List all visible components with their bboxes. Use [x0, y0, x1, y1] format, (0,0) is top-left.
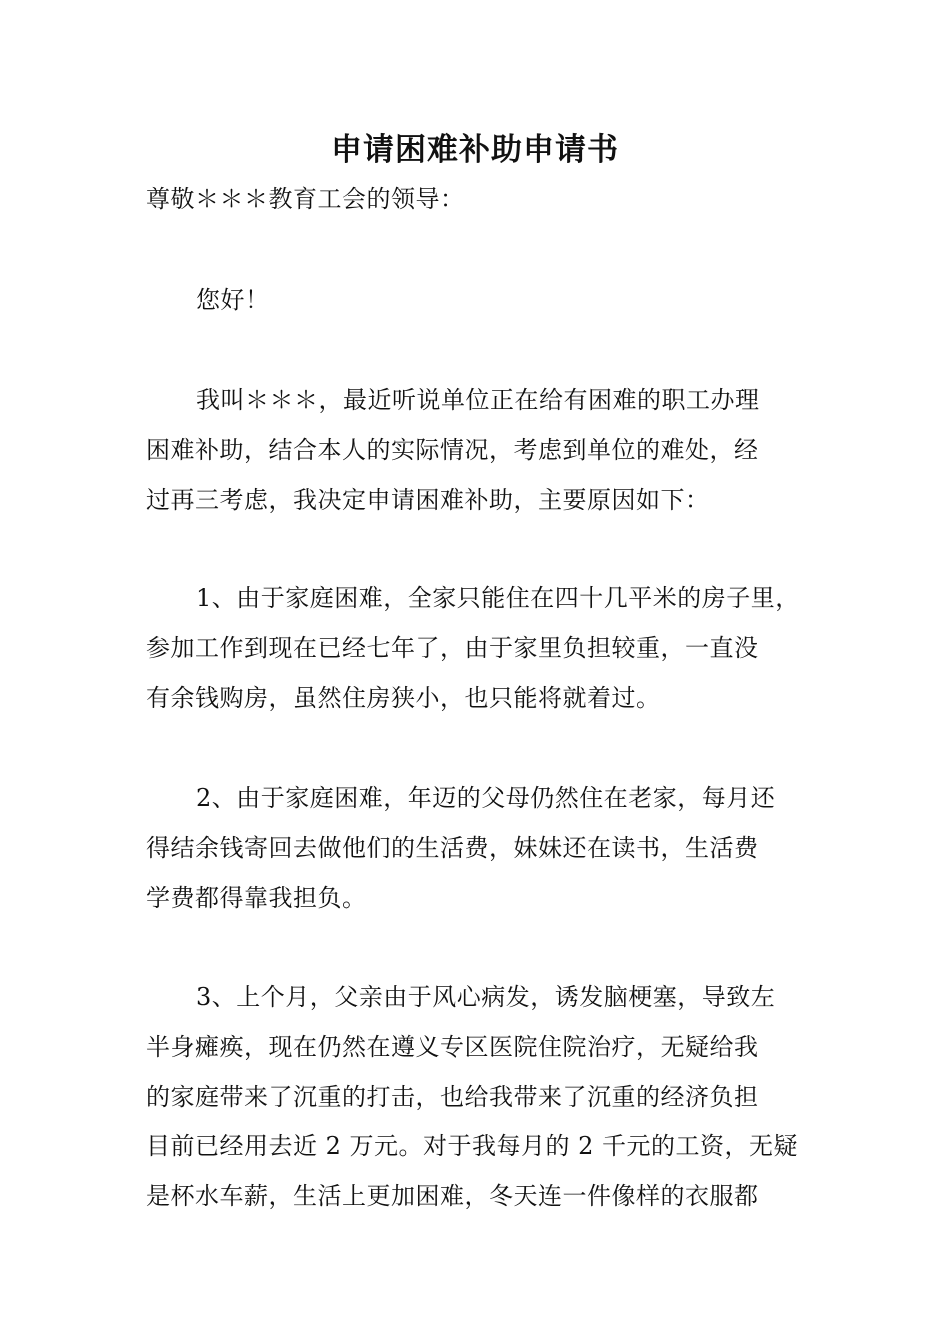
paragraph-2-line-1: 1、由于家庭困难，全家只能住在四十几平米的房子里，	[196, 584, 800, 612]
salutation: 尊敬＊＊＊教育工会的领导：	[146, 185, 465, 213]
paragraph-3-line-3: 学费都得靠我担负。	[146, 884, 367, 912]
paragraph-2-line-2: 参加工作到现在已经七年了，由于家里负担较重，一直没	[146, 634, 759, 662]
greeting: 您好！	[196, 286, 270, 314]
paragraph-3-line-1: 2、由于家庭困难，年迈的父母仍然住在老家，每月还	[196, 784, 776, 812]
document-title: 申请困难补助申请书	[331, 132, 619, 168]
paragraph-1-line-2: 困难补助，结合本人的实际情况，考虑到单位的难处，经	[146, 436, 759, 464]
paragraph-4-line-4: 目前已经用去近 2 万元。对于我每月的 2 千元的工资，无疑	[146, 1132, 799, 1160]
paragraph-4-line-3: 的家庭带来了沉重的打击，也给我带来了沉重的经济负担	[146, 1083, 759, 1111]
paragraph-2-line-3: 有余钱购房，虽然住房狭小，也只能将就着过。	[146, 684, 661, 712]
paragraph-4-line-1: 3、上个月，父亲由于风心病发，诱发脑梗塞，导致左	[196, 983, 776, 1011]
paragraph-4-line-5: 是杯水车薪，生活上更加困难，冬天连一件像样的衣服都	[146, 1182, 759, 1210]
paragraph-3-line-2: 得结余钱寄回去做他们的生活费，妹妹还在读书，生活费	[146, 834, 759, 862]
paragraph-4-line-2: 半身瘫痪，现在仍然在遵义专区医院住院治疗，无疑给我	[146, 1033, 759, 1061]
paragraph-1-line-3: 过再三考虑，我决定申请困难补助，主要原因如下：	[146, 486, 710, 514]
paragraph-1-line-1: 我叫＊＊＊，最近听说单位正在给有困难的职工办理	[196, 386, 760, 414]
